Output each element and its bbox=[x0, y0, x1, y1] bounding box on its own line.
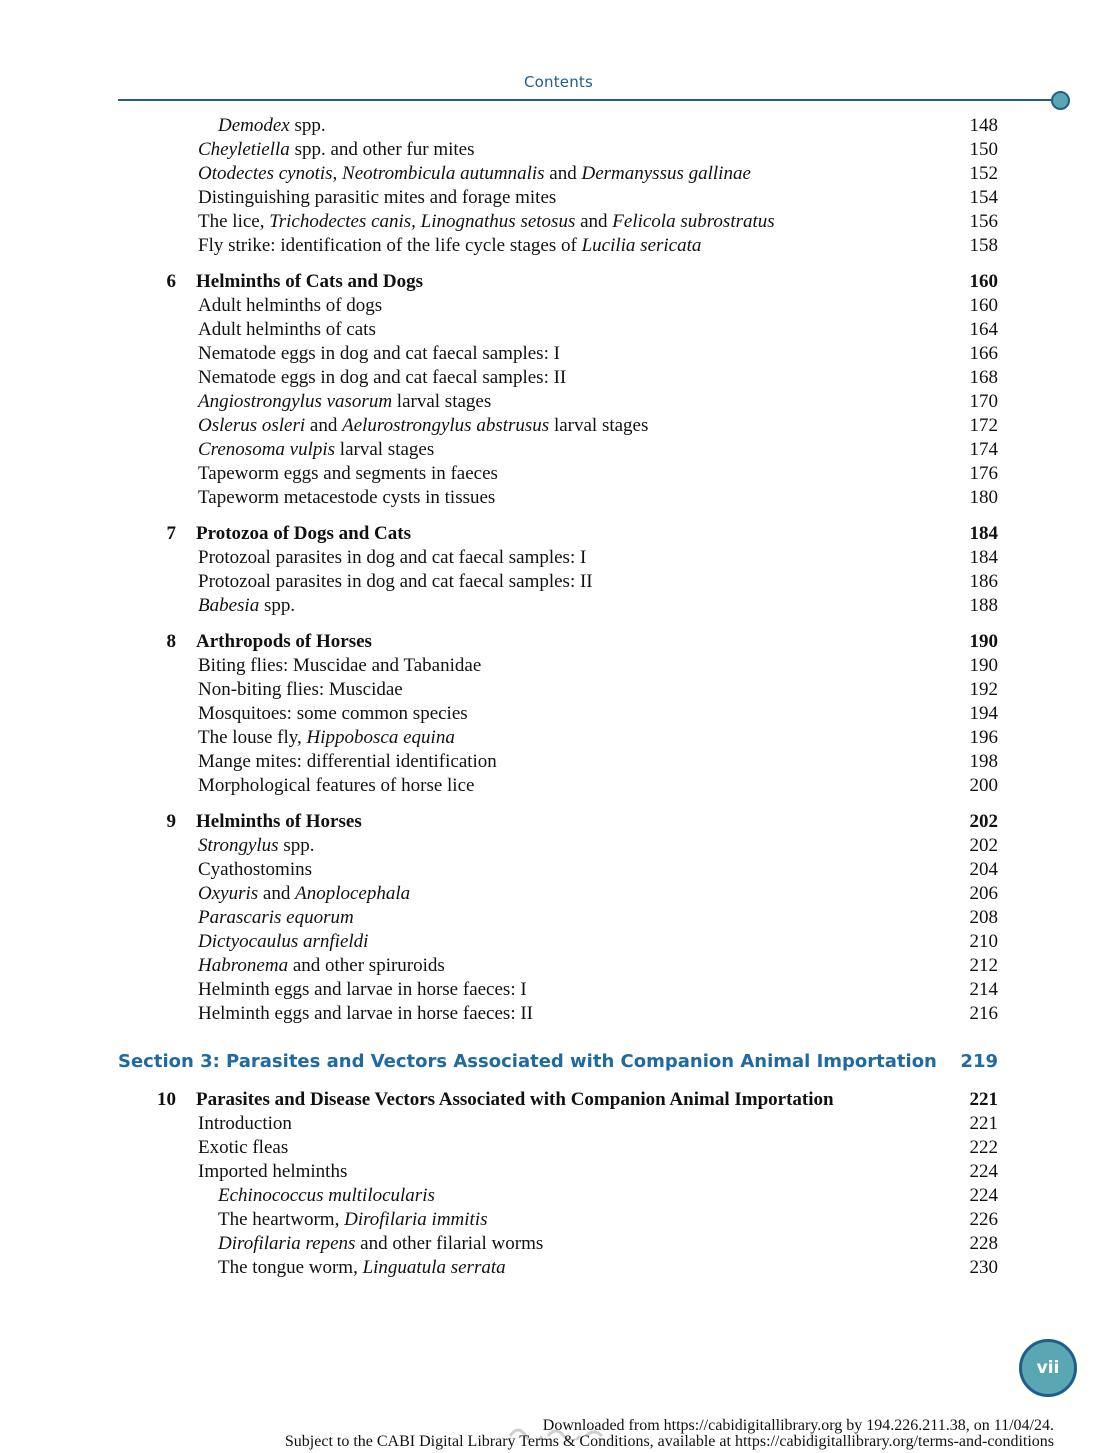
toc-entry-row[interactable] bbox=[0, 702, 1117, 726]
title-text: Section 3: Parasites and Vectors Associated with Companion Animal Importation bbox=[118, 1051, 937, 1072]
toc-entry-title bbox=[196, 522, 411, 546]
toc-page-number: 160 bbox=[969, 295, 998, 316]
title-text: Helminth eggs and larvae in horse faeces: II bbox=[198, 1003, 534, 1024]
title-text: The heartworm, bbox=[218, 1209, 345, 1230]
italic-taxon-name: Lucilia sericata bbox=[581, 235, 702, 256]
toc-entry-title bbox=[198, 858, 312, 882]
toc-page-number: 186 bbox=[969, 571, 998, 592]
italic-taxon-name: Neotrombicula autumnalis bbox=[342, 163, 545, 184]
toc-entry-title bbox=[198, 414, 648, 438]
italic-taxon-name: Babesia bbox=[198, 595, 260, 616]
toc-entry-title bbox=[198, 486, 495, 510]
toc-entry-row[interactable] bbox=[0, 570, 1117, 594]
title-text: Imported helminths bbox=[198, 1161, 348, 1182]
title-text: Tapeworm eggs and segments in faeces bbox=[198, 463, 498, 484]
toc-page-number: 188 bbox=[969, 595, 998, 616]
toc-entry-row[interactable] bbox=[0, 294, 1117, 318]
toc-entry-title bbox=[198, 390, 491, 414]
title-text: and bbox=[305, 415, 343, 436]
title-text: Parasites and Disease Vectors Associated with Companion Animal Importation bbox=[196, 1089, 834, 1110]
toc-entry-title bbox=[198, 594, 295, 618]
toc-entry-row[interactable] bbox=[0, 654, 1117, 678]
italic-taxon-name: Felicola subrostratus bbox=[612, 211, 775, 232]
toc-entry-row[interactable] bbox=[0, 834, 1117, 858]
footer-download-line: Downloaded from https://cabidigitallibrary.org by 194.226.211.38, on 11/04/24. bbox=[542, 1417, 1054, 1434]
toc-entry-title bbox=[198, 654, 481, 678]
italic-taxon-name: Crenosoma vulpis bbox=[198, 439, 336, 460]
title-text: , bbox=[411, 211, 421, 232]
toc-entry-row[interactable] bbox=[0, 882, 1117, 906]
toc-entry-title bbox=[196, 630, 372, 654]
toc-page-number: 198 bbox=[969, 751, 998, 772]
title-text: and bbox=[544, 163, 582, 184]
toc-entry-row[interactable] bbox=[0, 1184, 1117, 1208]
toc-page-number: 148 bbox=[969, 115, 998, 136]
toc-entry-title bbox=[198, 138, 475, 162]
toc-page-number: 156 bbox=[969, 211, 998, 232]
chapter-number: 8 bbox=[166, 631, 176, 652]
toc-entry-title bbox=[196, 1088, 834, 1112]
toc-page-number: 158 bbox=[969, 235, 998, 256]
toc-entry-title bbox=[196, 810, 362, 834]
italic-taxon-name: Echinococcus multilocularis bbox=[218, 1185, 435, 1206]
italic-taxon-name: Anoplocephala bbox=[295, 883, 411, 904]
italic-taxon-name: Linguatula serrata bbox=[362, 1257, 506, 1278]
toc-page-number: 174 bbox=[969, 439, 998, 460]
toc-entry-row[interactable] bbox=[0, 1208, 1117, 1232]
toc-chapter-row[interactable] bbox=[0, 522, 1117, 546]
title-text: larval stages bbox=[392, 391, 492, 412]
title-text: larval stages bbox=[549, 415, 649, 436]
italic-taxon-name: Dictyocaulus arnfieldi bbox=[198, 931, 369, 952]
toc-entry-title bbox=[198, 162, 751, 186]
toc-entry-row[interactable] bbox=[0, 978, 1117, 1002]
italic-taxon-name: Otodectes cynotis bbox=[198, 163, 333, 184]
toc-entry-title bbox=[198, 186, 556, 210]
toc-page-number: 176 bbox=[969, 463, 998, 484]
toc-entry-row[interactable] bbox=[0, 1002, 1117, 1026]
toc-page-number: 194 bbox=[969, 703, 998, 724]
toc-list bbox=[0, 114, 1117, 1280]
toc-page-number: 228 bbox=[969, 1233, 998, 1254]
toc-entry-title bbox=[198, 210, 775, 234]
toc-page-number: 192 bbox=[969, 679, 998, 700]
toc-page-number: 154 bbox=[969, 187, 998, 208]
title-text: Morphological features of horse lice bbox=[198, 775, 475, 796]
toc-page-number: 180 bbox=[969, 487, 998, 508]
toc-page-number: 196 bbox=[969, 727, 998, 748]
title-text: Adult helminths of cats bbox=[198, 319, 376, 340]
italic-taxon-name: Aelurostrongylus abstrusus bbox=[342, 415, 550, 436]
title-text: Cyathostomins bbox=[198, 859, 313, 880]
title-text: Helminth eggs and larvae in horse faeces: I bbox=[198, 979, 527, 1000]
toc-entry-title bbox=[198, 318, 376, 342]
toc-page-number: 168 bbox=[969, 367, 998, 388]
title-text: Nematode eggs in dog and cat faecal samples: II bbox=[198, 367, 567, 388]
toc-entry-row[interactable] bbox=[0, 1160, 1117, 1184]
toc-entry-row[interactable] bbox=[0, 954, 1117, 978]
title-text: The lice, bbox=[198, 211, 270, 232]
toc-entry-row[interactable] bbox=[0, 234, 1117, 258]
toc-page-number: 208 bbox=[969, 907, 998, 928]
chapter-number: 9 bbox=[166, 811, 176, 832]
title-text: larval stages bbox=[335, 439, 435, 460]
toc-entry-row[interactable] bbox=[0, 774, 1117, 798]
title-text: Distinguishing parasitic mites and forage mites bbox=[198, 187, 557, 208]
toc-entry-title bbox=[198, 1136, 288, 1160]
toc-entry-title bbox=[198, 462, 498, 486]
toc-entry-row[interactable] bbox=[0, 486, 1117, 510]
italic-taxon-name: Linognathus setosus bbox=[420, 211, 576, 232]
toc-chapter-row[interactable] bbox=[0, 810, 1117, 834]
title-text: , bbox=[332, 163, 343, 184]
italic-taxon-name: Dirofilaria repens bbox=[218, 1233, 356, 1254]
page-number-badge: vii bbox=[1019, 1339, 1077, 1397]
toc-entry-title bbox=[198, 882, 410, 906]
toc-entry-title bbox=[198, 930, 368, 954]
chapter-number: 10 bbox=[157, 1089, 176, 1110]
toc-entry-title bbox=[198, 726, 455, 750]
title-text: spp. bbox=[259, 595, 296, 616]
toc-entry-row[interactable] bbox=[0, 114, 1117, 138]
toc-entry-title bbox=[198, 342, 560, 366]
title-text: Mange mites: differential identification bbox=[198, 751, 497, 772]
title-text: Non-biting flies: Muscidae bbox=[198, 679, 403, 700]
toc-page-number: 214 bbox=[969, 979, 998, 1000]
toc-entry-row[interactable] bbox=[0, 1136, 1117, 1160]
chapter-number: 7 bbox=[166, 523, 176, 544]
running-head: Contents bbox=[523, 73, 594, 91]
footer-terms-line: Subject to the CABI Digital Library Terms & Conditions, available at https://cabidigitallibrary.org/terms-and-conditions bbox=[284, 1433, 1054, 1450]
toc-entry-row[interactable] bbox=[0, 210, 1117, 234]
toc-entry-row[interactable] bbox=[0, 726, 1117, 750]
toc-entry-title bbox=[198, 294, 382, 318]
title-text: spp. and other fur mites bbox=[289, 139, 475, 160]
italic-taxon-name: Dermanyssus gallinae bbox=[581, 163, 751, 184]
title-text: Protozoa of Dogs and Cats bbox=[196, 523, 411, 544]
italic-taxon-name: Oxyuris bbox=[198, 883, 259, 904]
toc-page-number: 150 bbox=[969, 139, 998, 160]
toc-page-number: 152 bbox=[969, 163, 998, 184]
toc-entry-row[interactable] bbox=[0, 906, 1117, 930]
toc-entry-row[interactable] bbox=[0, 414, 1117, 438]
toc-entry-title bbox=[198, 438, 434, 462]
title-text: The louse fly, bbox=[198, 727, 307, 748]
italic-taxon-name: Habronema bbox=[198, 955, 289, 976]
title-text: Exotic fleas bbox=[198, 1137, 289, 1158]
toc-page-number: 212 bbox=[969, 955, 998, 976]
toc-entry-title bbox=[198, 906, 354, 930]
toc-page-number: 164 bbox=[969, 319, 998, 340]
toc-entry-row[interactable] bbox=[0, 186, 1117, 210]
toc-entry-title bbox=[118, 1050, 937, 1074]
title-text: Arthropods of Horses bbox=[196, 631, 372, 652]
toc-entry-row[interactable] bbox=[0, 1112, 1117, 1136]
toc-entry-title bbox=[198, 1160, 347, 1184]
title-text: spp. bbox=[289, 115, 326, 136]
toc-entry-row[interactable] bbox=[0, 438, 1117, 462]
toc-page-number: 184 bbox=[969, 523, 998, 544]
toc-entry-title bbox=[218, 114, 326, 138]
toc-page-number: 200 bbox=[969, 775, 998, 796]
toc-entry-title bbox=[198, 678, 403, 702]
title-text: Adult helminths of dogs bbox=[198, 295, 383, 316]
toc-page-number: 224 bbox=[969, 1185, 998, 1206]
toc-entry-title bbox=[198, 834, 314, 858]
toc-section-heading[interactable] bbox=[0, 1050, 1117, 1074]
title-text: The tongue worm, bbox=[218, 1257, 363, 1278]
toc-page-number: 222 bbox=[969, 1137, 998, 1158]
title-text: and bbox=[258, 883, 296, 904]
toc-page-number: 226 bbox=[969, 1209, 998, 1230]
toc-entry-row[interactable] bbox=[0, 162, 1117, 186]
toc-entry-title bbox=[218, 1256, 506, 1280]
toc-page-number: 202 bbox=[969, 811, 998, 832]
toc-page-number: 219 bbox=[960, 1051, 998, 1072]
toc-entry-row[interactable] bbox=[0, 1256, 1117, 1280]
title-text: and other spiruroids bbox=[288, 955, 445, 976]
toc-entry-row[interactable] bbox=[0, 594, 1117, 618]
toc-entry-title bbox=[198, 702, 468, 726]
italic-taxon-name: Oslerus osleri bbox=[198, 415, 306, 436]
toc-entry-title bbox=[198, 570, 593, 594]
toc-entry-title bbox=[218, 1232, 543, 1256]
toc-entry-title bbox=[198, 978, 527, 1002]
toc-entry-title bbox=[198, 750, 497, 774]
toc-entry-title bbox=[198, 1112, 292, 1136]
toc-page-number: 224 bbox=[969, 1161, 998, 1182]
toc-chapter-row[interactable] bbox=[0, 1088, 1117, 1112]
toc-entry-row[interactable] bbox=[0, 1232, 1117, 1256]
toc-entry-row[interactable] bbox=[0, 138, 1117, 162]
title-text: spp. bbox=[278, 835, 315, 856]
toc-entry-title bbox=[198, 954, 445, 978]
italic-taxon-name: Parascaris equorum bbox=[198, 907, 354, 928]
toc-chapter-row[interactable] bbox=[0, 270, 1117, 294]
italic-taxon-name: Cheyletiella bbox=[198, 139, 290, 160]
title-text: Tapeworm metacestode cysts in tissues bbox=[198, 487, 496, 508]
toc-entry-title bbox=[198, 366, 566, 390]
toc-entry-title bbox=[218, 1208, 488, 1232]
toc-page-number: 172 bbox=[969, 415, 998, 436]
toc-page-number: 204 bbox=[969, 859, 998, 880]
toc-entry-row[interactable] bbox=[0, 546, 1117, 570]
italic-taxon-name: Hippobosca equina bbox=[306, 727, 455, 748]
toc-page-number: 190 bbox=[969, 655, 998, 676]
toc-page-number: 166 bbox=[969, 343, 998, 364]
italic-taxon-name: Strongylus bbox=[198, 835, 279, 856]
toc-entry-title bbox=[198, 234, 701, 258]
toc-page-number: 202 bbox=[969, 835, 998, 856]
toc-entry-title bbox=[196, 270, 423, 294]
toc-page-number: 216 bbox=[969, 1003, 998, 1024]
title-text: Helminths of Cats and Dogs bbox=[196, 271, 423, 292]
toc-page-number: 170 bbox=[969, 391, 998, 412]
chapter-number: 6 bbox=[166, 271, 176, 292]
toc-entry-row[interactable] bbox=[0, 678, 1117, 702]
toc-page-number: 160 bbox=[969, 271, 998, 292]
toc-entry-title bbox=[218, 1184, 435, 1208]
title-text: and other filarial worms bbox=[355, 1233, 544, 1254]
toc-entry-row[interactable] bbox=[0, 366, 1117, 390]
toc-entry-title bbox=[198, 1002, 533, 1026]
toc-chapter-row[interactable] bbox=[0, 630, 1117, 654]
toc-page-number: 206 bbox=[969, 883, 998, 904]
title-text: Nematode eggs in dog and cat faecal samples: I bbox=[198, 343, 560, 364]
toc-entry-row[interactable] bbox=[0, 342, 1117, 366]
toc-entry-row[interactable] bbox=[0, 462, 1117, 486]
italic-taxon-name: Trichodectes canis bbox=[269, 211, 412, 232]
title-text: Fly strike: identification of the life cycle stages of bbox=[198, 235, 582, 256]
title-text: Mosquitoes: some common species bbox=[198, 703, 468, 724]
title-text: Protozoal parasites in dog and cat faecal samples: II bbox=[198, 571, 593, 592]
title-text: Protozoal parasites in dog and cat faecal samples: I bbox=[198, 547, 587, 568]
title-text: and bbox=[575, 211, 613, 232]
italic-taxon-name: Angiostrongylus vasorum bbox=[198, 391, 393, 412]
header-dot-icon bbox=[1051, 91, 1070, 110]
toc-entry-row[interactable] bbox=[0, 390, 1117, 414]
toc-page-number: 190 bbox=[969, 631, 998, 652]
toc-page-number: 210 bbox=[969, 931, 998, 952]
title-text: Biting flies: Muscidae and Tabanidae bbox=[198, 655, 482, 676]
toc-entry-row[interactable] bbox=[0, 750, 1117, 774]
toc-page-number: 184 bbox=[969, 547, 998, 568]
toc-entry-row[interactable] bbox=[0, 930, 1117, 954]
header-rule bbox=[118, 99, 1060, 101]
italic-taxon-name: Dirofilaria immitis bbox=[344, 1209, 488, 1230]
toc-page-number: 221 bbox=[969, 1089, 998, 1110]
title-text: Helminths of Horses bbox=[196, 811, 362, 832]
toc-page-number: 221 bbox=[969, 1113, 998, 1134]
toc-entry-title bbox=[198, 774, 474, 798]
title-text: Introduction bbox=[198, 1113, 292, 1134]
toc-entry-title bbox=[198, 546, 586, 570]
toc-entry-row[interactable] bbox=[0, 858, 1117, 882]
toc-entry-row[interactable] bbox=[0, 318, 1117, 342]
italic-taxon-name: Demodex bbox=[218, 115, 290, 136]
toc-page-number: 230 bbox=[969, 1257, 998, 1278]
